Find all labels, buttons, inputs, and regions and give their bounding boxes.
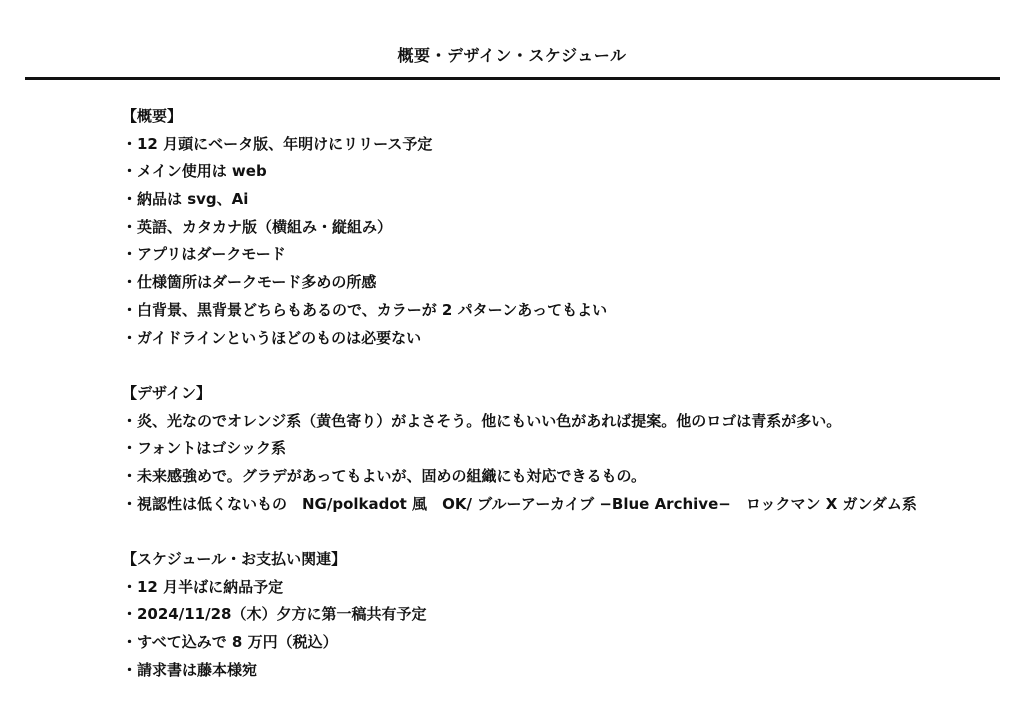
list-item: ・炎、光なのでオレンジ系（黄色寄り）がよさそう。他にもいい色があれば提案。他のロゴは青系が多い。: [122, 411, 842, 430]
title-divider: [25, 77, 1000, 80]
list-item: ・未来感強めで。グラデがあってもよいが、固めの組織にも対応できるもの。: [122, 466, 646, 485]
section-design: [122, 380, 1002, 518]
list-item: ・12 月頭にベータ版、年明けにリリース予定: [122, 134, 433, 153]
list-item: ・仕様箇所はダークモード多めの所感: [122, 273, 377, 292]
section-overview: [122, 103, 1002, 352]
list-item: ・すべて込みで 8 万円（税込）: [122, 633, 338, 652]
list-item: ・12 月半ばに納品予定: [122, 577, 284, 596]
section-heading: 【デザイン】: [122, 383, 211, 402]
list-item: ・アプリはダークモード: [122, 245, 286, 264]
section-heading: 【概要】: [122, 107, 183, 125]
document-title: 概要・デザイン・スケジュール: [397, 46, 627, 65]
list-item: ・納品は svg、Ai: [122, 190, 249, 209]
list-item: ・視認性は低くないもの NG/polkadot 風 OK/ ブルーアーカイブ −Blue Archive− ロックマン X ガンダム系: [122, 494, 917, 513]
list-item: ・請求書は藤本様宛: [122, 660, 258, 679]
list-item: ・メイン使用は web: [122, 162, 267, 181]
list-item: ・フォントはゴシック系: [122, 439, 286, 458]
section-schedule-payment: [122, 546, 1002, 684]
list-item: ・英語、カタカナ版（横組み・縦組み）: [122, 217, 393, 236]
list-item: ・2024/11/28（木）夕方に第一稿共有予定: [122, 605, 427, 624]
section-heading: 【スケジュール・お支払い関連】: [122, 550, 347, 568]
list-item: ・ガイドラインというほどのものは必要ない: [122, 328, 422, 347]
document-body: [122, 103, 1002, 684]
list-item: ・白背景、黒背景どちらもあるので、カラーが 2 パターンあってもよい: [122, 300, 608, 319]
